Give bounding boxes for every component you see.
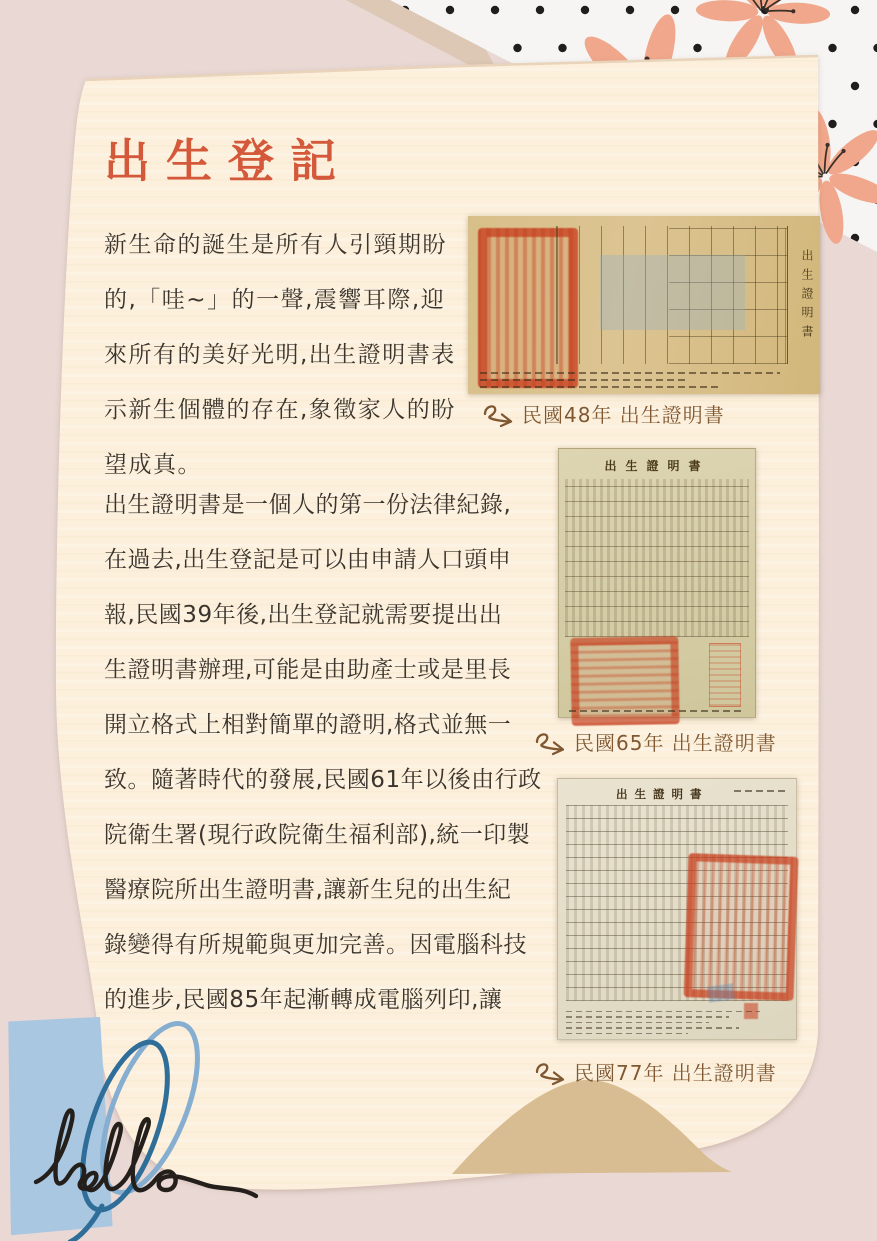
photo-caption [482, 400, 725, 430]
curly-arrow-icon [534, 1060, 568, 1088]
red-seal-stamp [684, 853, 799, 1001]
certificate-title-vertical: 出生證明書 [785, 228, 816, 364]
photo-caption [534, 728, 777, 758]
footnote-line [566, 1022, 709, 1024]
footnote-line [480, 372, 780, 374]
photo-figure-roc48 [468, 216, 830, 436]
body-line: 院衛生署(現行政院衛生福利部),統一印製 [104, 822, 531, 848]
birth-certificate-photo-roc48 [468, 216, 820, 394]
body-line: 出生證明書是一個人的第一份法律紀錄, [104, 492, 512, 518]
certificate-form-rows [565, 479, 749, 637]
body-line: 的進步,民國85年起漸轉成電腦列印,讓 [104, 987, 503, 1013]
photo-caption [534, 1058, 777, 1088]
page-title: 出生登記 [104, 134, 352, 188]
body-line: 錄變得有所規範與更加完善。因電腦科技 [104, 932, 527, 958]
handwritten-blue-ink [600, 255, 745, 330]
photo-caption-text: 民國65年 出生證明書 [574, 731, 777, 755]
body-line: 的,「哇~」的一聲,震響耳際,迎 [104, 287, 446, 313]
footnote-line [566, 1033, 688, 1035]
footnote-line [566, 1016, 729, 1018]
photo-figure-roc65 [534, 448, 814, 768]
photo-caption-text: 民國77年 出生證明書 [574, 1061, 777, 1085]
body-line: 示新生個體的存在,象徵家人的盼 [104, 397, 456, 423]
body-line: 致。隨著時代的發展,民國61年以後由行政 [104, 767, 542, 793]
footnote-line [566, 1027, 739, 1029]
photo-caption-text: 民國48年 出生證明書 [522, 403, 725, 427]
certificate-footnotes [566, 1007, 770, 1035]
paragraph-intro [104, 218, 484, 493]
body-line: 新生命的誕生是所有人引頸期盼 [104, 232, 447, 258]
birth-certificate-photo-roc65 [558, 448, 756, 718]
certificate-title: 出生證明書 [616, 787, 709, 801]
body-line: 在過去,出生登記是可以由申請人口頭申 [104, 547, 512, 573]
photo-figure-roc77 [534, 778, 814, 1098]
body-line: 報,民國39年後,出生登記就需要提出出 [104, 602, 503, 628]
footnote-line [480, 379, 685, 381]
footnote-line [569, 710, 745, 712]
certificate-date-line [734, 790, 786, 792]
body-line: 開立格式上相對簡單的證明,格式並無一 [104, 712, 512, 738]
body-line: 醫療院所出生證明書,讓新生兒的出生紀 [104, 877, 512, 903]
body-line: 生證明書辦理,可能是由助產士或是里長 [104, 657, 512, 683]
curly-arrow-icon [482, 402, 516, 430]
birth-certificate-photo-roc77 [557, 778, 797, 1040]
body-line: 來所有的美好光明,出生證明書表 [104, 342, 456, 368]
footnote-line [566, 1011, 760, 1013]
red-seal-stamp [570, 636, 680, 726]
hello-script [34, 1086, 269, 1211]
curly-arrow-icon [534, 730, 568, 758]
red-seal-small [709, 643, 741, 707]
certificate-title: 出生證明書 [604, 459, 710, 473]
footnote-line [480, 386, 720, 388]
paragraph-history [104, 478, 564, 1028]
body-line: 望成真。 [104, 452, 202, 478]
certificate-footnotes [480, 367, 780, 388]
